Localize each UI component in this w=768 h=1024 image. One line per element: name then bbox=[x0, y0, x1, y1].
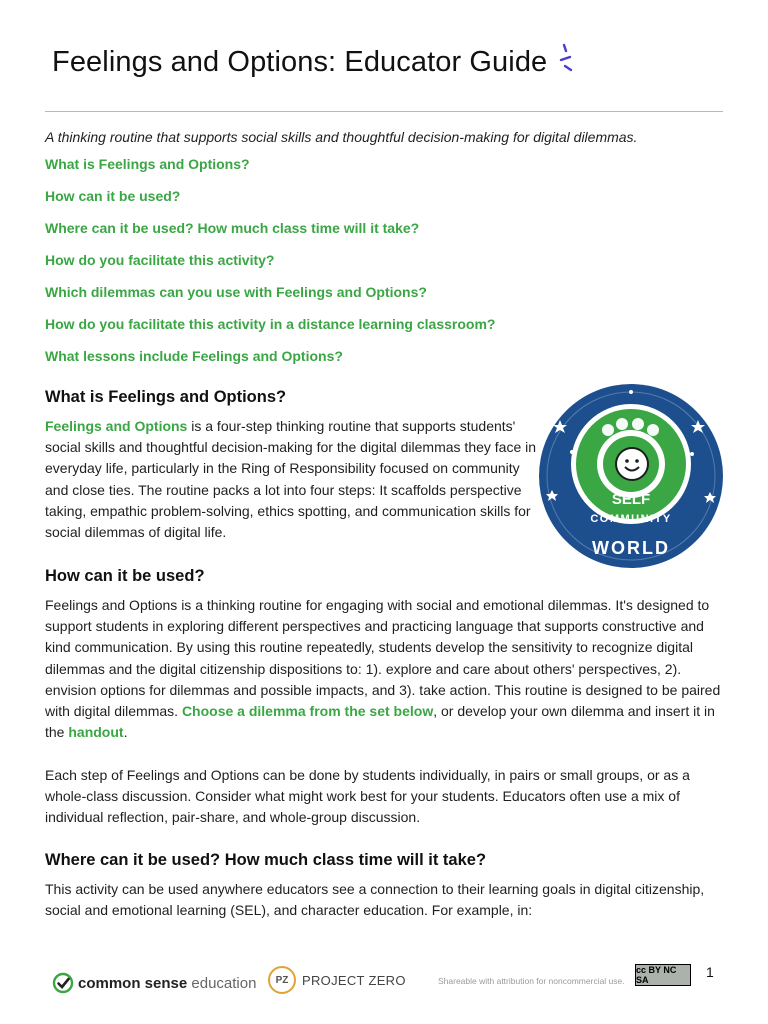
section-heading-how: How can it be used? bbox=[45, 567, 205, 585]
section-heading-what: What is Feelings and Options? bbox=[45, 388, 287, 406]
section-how-body-2: Each step of Feelings and Options can be done by students individually, in pairs or small groups, or as a whole-class discussion. Consider what might work best for your students. Educators often use a mix of individual reflection, pair-share, and whole-group discussion. bbox=[45, 767, 690, 826]
section-heading-where: Where can it be used? How much class time will it take? bbox=[45, 851, 487, 869]
section-where-body: This activity can be used anywhere educators see a connection to their learning goals in digital citizenship, social and emotional learning (SEL), and character education. For example, in: bbox=[45, 881, 705, 919]
intro-subtitle: A thinking routine that supports social skills and thoughtful decision-making for digital dilemmas. bbox=[45, 129, 638, 145]
self-community-world-badge bbox=[538, 380, 724, 572]
page-title: Feelings and Options: Educator Guide bbox=[52, 46, 548, 78]
check-circle-icon bbox=[52, 972, 74, 994]
creative-commons-icon: cc BY NC SA bbox=[635, 964, 691, 986]
section-what-body bbox=[45, 416, 545, 543]
page-footer bbox=[0, 960, 768, 1010]
choose-dilemma-link[interactable]: Choose a dilemma from the set below bbox=[181, 703, 434, 720]
cs-logo-education: education bbox=[187, 974, 257, 992]
sparkle-icon bbox=[559, 42, 577, 76]
toc-link-how[interactable]: How can it be used? bbox=[45, 188, 181, 204]
toc-link-where[interactable]: Where can it be used? How much class time will it take? bbox=[45, 220, 420, 236]
project-zero-logo bbox=[268, 966, 406, 994]
page-number: 1 bbox=[706, 964, 714, 980]
section-how-text-end: . bbox=[123, 724, 128, 741]
badge-word-world: WORLD bbox=[592, 538, 670, 558]
toc-link-what[interactable]: What is Feelings and Options? bbox=[45, 156, 250, 172]
pz-logo-text: PROJECT ZERO bbox=[302, 972, 406, 988]
pz-circle-icon: PZ bbox=[268, 966, 296, 994]
share-notice: Shareable with attribution for noncommercial use. bbox=[438, 976, 625, 986]
cs-logo-common-sense: common sense bbox=[78, 974, 188, 992]
header-divider bbox=[45, 111, 723, 112]
toc-link-lessons[interactable]: What lessons include Feelings and Options? bbox=[45, 348, 343, 364]
toc-link-dilemmas[interactable]: Which dilemmas can you use with Feelings and Options? bbox=[45, 284, 427, 300]
toc-link-distance[interactable]: How do you facilitate this activity in a distance learning classroom? bbox=[45, 316, 496, 332]
feelings-options-link[interactable]: Feelings and Options bbox=[45, 418, 188, 434]
section-how-text-start: Feelings and Options is a thinking routine for engaging with social and emotional dilemmas. It's designed to support students in exploring different perspectives and practicing language that supports constructive and kind communication. By using this routine repeatedly, students develop the sensitivity to recognize digital dilemmas and the digital citizenship dispositions to: 1). explore and care about others' perspectives, 2). envision options for dilemmas and possible impacts, and 3). take action. This routine is designed to be paired with digital dilemmas. bbox=[45, 597, 721, 720]
badge-word-self: SELF bbox=[611, 491, 651, 508]
handout-link[interactable]: handout bbox=[68, 724, 124, 741]
common-sense-education-logo bbox=[52, 972, 256, 994]
table-of-contents bbox=[45, 155, 495, 379]
section-how-body bbox=[45, 595, 731, 743]
section-how-text-mid: , or develop your own dilemma and insert it in the bbox=[45, 703, 715, 741]
title-row bbox=[52, 46, 577, 79]
badge-word-community: COMMUNITY bbox=[590, 513, 672, 525]
section-what-text: is a four-step thinking routine that supports students' social skills and thoughtful decision-making for the digital dilemmas they face in everyday life, particularly in the Ring of Responsibility focused on community and close ties. The routine packs a lot into four steps: It scaffolds perspective taking, empathic problem-solving, ethics spotting, and communication skills for social dilemmas of digital life. bbox=[45, 418, 537, 541]
toc-link-facilitate[interactable]: How do you facilitate this activity? bbox=[45, 252, 275, 268]
